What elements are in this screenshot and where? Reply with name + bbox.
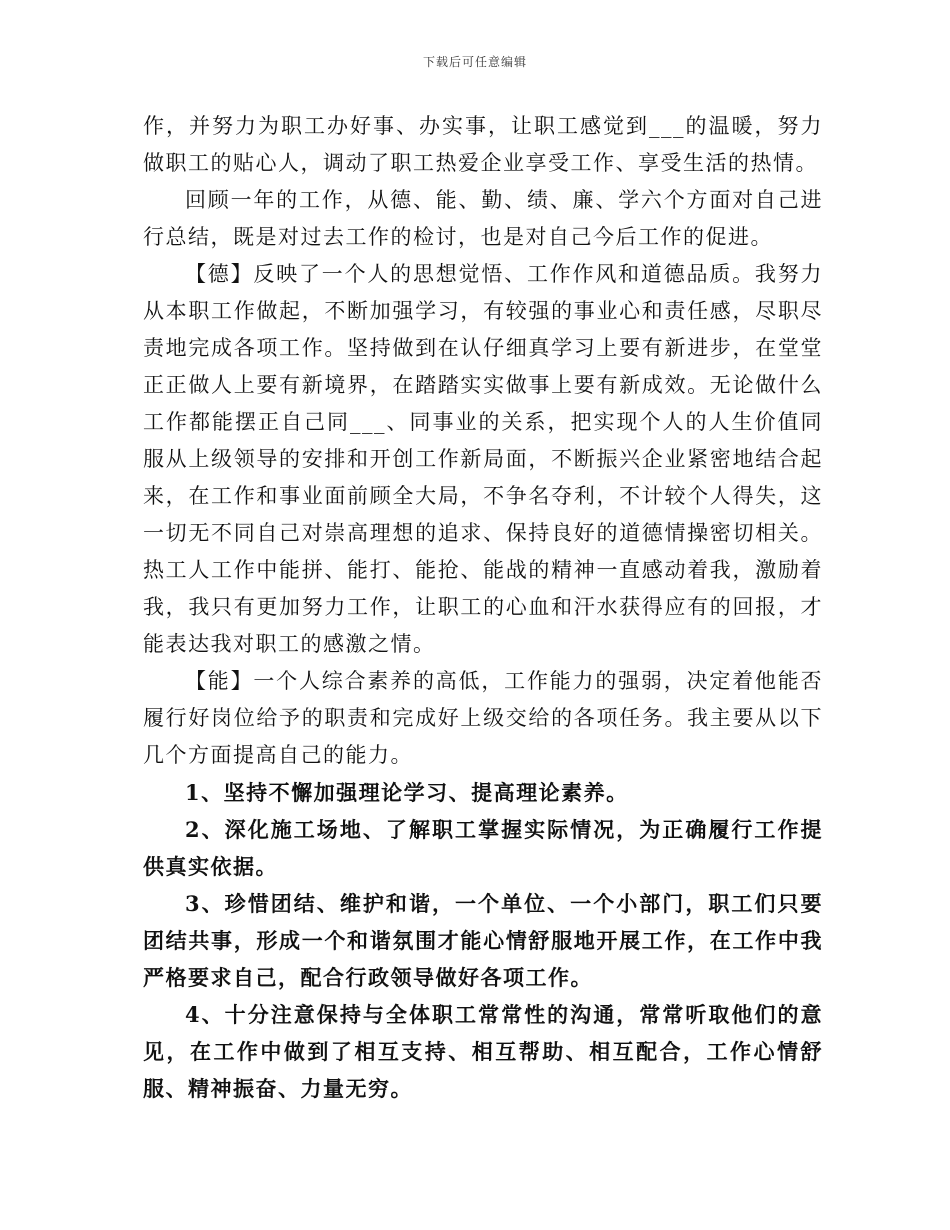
paragraph-virtue: 【德】反映了一个人的思想觉悟、工作作风和道德品质。我努力从本职工作做起，不断加强学习，有较强的事业心和责任感，尽职尽责地完成各项工作。坚持做到在认仔细真学习上要有新进步，在堂堂正正做人上要有新境界，在踏踏实实做事上要有新成效。无论做什么工作都能摆正自己同___、同事业的关系，把实现个人的人生价值同服从上级领导的安排和开创工作新局面，不断振兴企业紧密地结合起来，在工作和事业面前顾全大局，不争名夺利，不计较个人得失，这一切无不同自己对崇高理想的追求、保持良好的道德情操密切相关。热工人工作中能拼、能打、能抢、能战的精神一直感动着我，激励着我，我只有更加努力工作，让职工的心血和汗水获得应有的回报，才能表达我对职工的感激之情。 (143, 262, 823, 656)
list-item-1: 1、坚持不懈加强理论学习、提高理论素养。 (185, 780, 629, 805)
page-header: 下载后可任意编辑 (422, 55, 527, 69)
paragraph-ability: 【能】一个人综合素养的高低，工作能力的强弱，决定着他能否履行好岗位给予的职责和完成好上级交给的各项任务。我主要从以下几个方面提高自己的能力。 (143, 669, 823, 767)
list-item-2: 2、深化施工场地、了解职工掌握实际情况，为正确履行工作提供真实依据。 (143, 817, 823, 879)
document-body (143, 108, 823, 1107)
list-item-3: 3、珍惜团结、维护和谐，一个单位、一个小部门，职工们只要团结共事，形成一个和谐氛围才能心情舒服地开展工作，在工作中我严格要求自己，配合行政领导做好各项工作。 (143, 891, 823, 990)
list-item-4: 4、十分注意保持与全体职工常常性的沟通，常常听取他们的意见，在工作中做到了相互支持、相互帮助、相互配合，工作心情舒服、精神振奋、力量无穷。 (143, 1002, 823, 1101)
paragraph-review: 回顾一年的工作，从德、能、勤、绩、廉、学六个方面对自己进行总结，既是对过去工作的检讨，也是对自己今后工作的促进。 (143, 188, 823, 249)
paragraph-continuation: 作，并努力为职工办好事、办实事，让职工感觉到___的温暖，努力做职工的贴心人，调动了职工热爱企业享受工作、享受生活的热情。 (143, 114, 823, 175)
